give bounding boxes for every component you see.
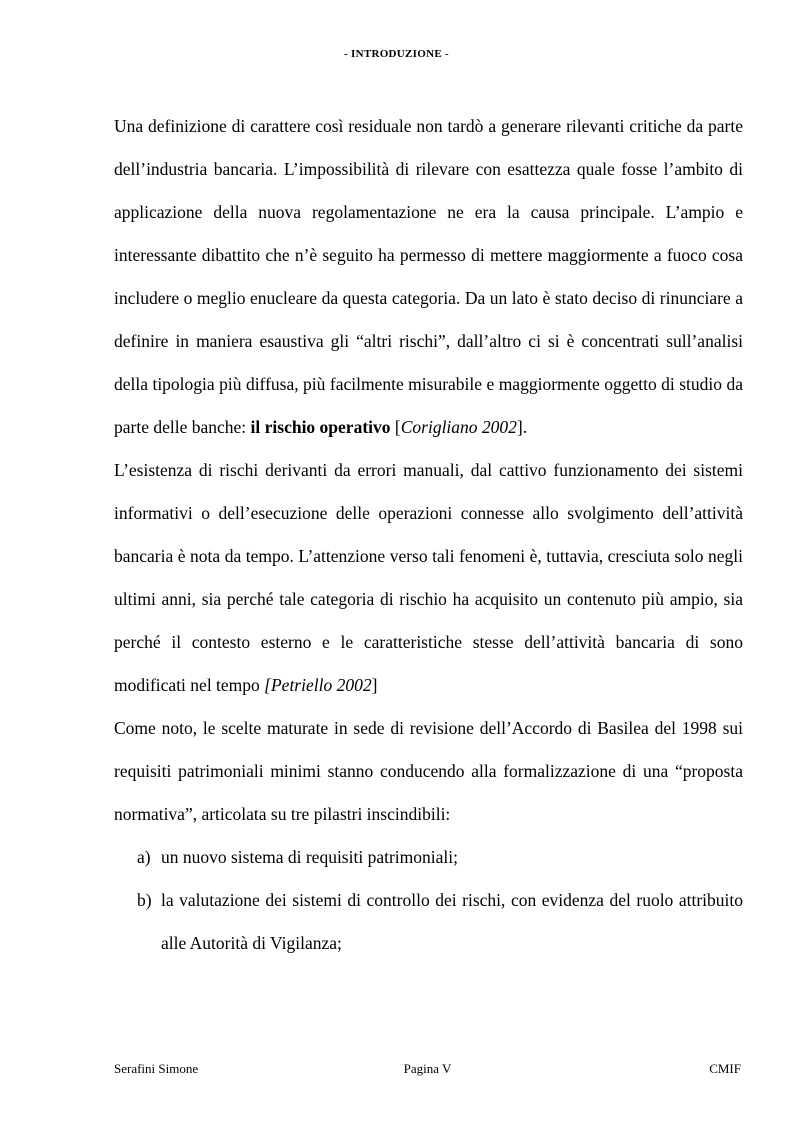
list-item [114,836,743,879]
page-body [114,105,743,965]
footer-organization: CMIF [709,1061,741,1076]
list-item [114,879,743,965]
paragraph-2: L’esistenza di rischi derivanti da errori manuali, dal cattivo funzionamento dei sistemi informativi o dell’esecuzione delle operazioni connesse allo svolgimento dell’attività bancaria è nota da tempo. L’attenzione verso tali fenomeni è, tuttavia, cresciuta solo negli ultimi anni, sia perché tale categoria di rischio ha acquisito un contenuto più ampio, sia perché il contesto esterno e le caratteristiche stesse dell’attività bancaria di sono modificati nel tempo [Petriello 2002] [114,460,743,695]
bold-term: il rischio operativo [250,417,391,437]
citation: [Petriello 2002 [264,675,372,695]
citation: Corigliano 2002 [400,417,517,437]
list-item-text: un nuovo sistema di requisiti patrimoniali; [161,847,458,867]
list-item-text: la valutazione dei sistemi di controllo dei rischi, con evidenza del ruolo attribuito alle Autorità di Vigilanza; [161,890,743,953]
paragraph-1: Una definizione di carattere così residuale non tardò a generare rilevanti critiche da parte dell’industria bancaria. L’impossibilità di rilevare con esattezza quale fosse l’ambito di applicazione della nuova regolamentazione ne era la causa principale. L’ampio e interessante dibattito che n’è seguito ha permesso di mettere maggiormente a fuoco cosa includere o meglio enucleare da questa categoria. Da un lato è stato deciso di rinunciare a definire in maniera esaustiva gli “altri rischi”, dall’altro ci si è concentrati sull’analisi della tipologia più diffusa, più facilmente misurabile e maggiormente oggetto di studio da parte delle banche: il rischio operativo [Corigliano 2002]. [114,116,743,437]
pillar-list [114,836,743,965]
footer-author: Serafini Simone [114,1061,199,1076]
footer-page-number: Pagina V [403,1061,452,1076]
list-marker: b) [137,890,152,910]
list-marker: a) [137,847,151,867]
page-header: - INTRODUZIONE - [343,48,450,60]
paragraph-3: Come noto, le scelte maturate in sede di revisione dell’Accordo di Basilea del 1998 sui requisiti patrimoniali minimi stanno conducendo alla formalizzazione di una “proposta normativa”, articolata su tre pilastri inscindibili: [114,718,743,824]
